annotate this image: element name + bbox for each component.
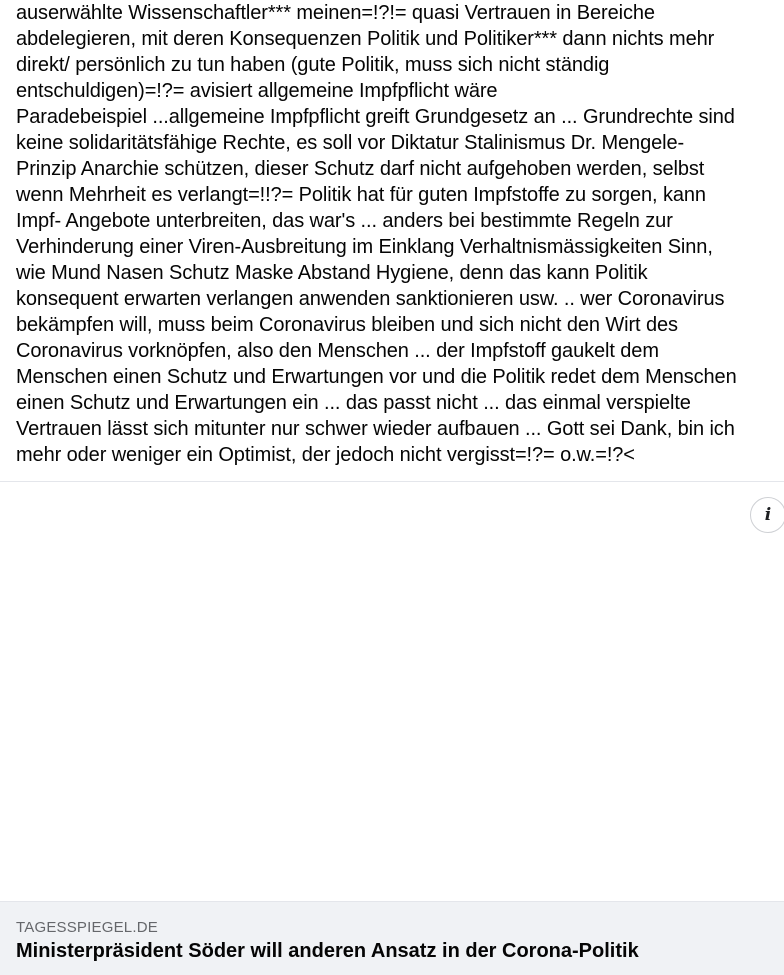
link-preview-title[interactable]: Ministerpräsident Söder will anderen Ansatz in der Corona-Politik [16,940,639,962]
info-button[interactable] [750,497,784,533]
link-preview-image[interactable] [0,482,784,901]
link-preview-domain: TAGESSPIEGEL.DE [16,919,158,936]
post-text: auserwählte Wissenschaftler*** meinen=!?!= quasi Vertrauen in Bereiche abdelegieren, mit deren Konsequenzen Politik und Politiker*** dann nichts mehr direkt/ persönlich zu tun haben (gute Politik, muss sich nicht ständig entschuldigen)=!?= avisiert allgemeine Impfpflicht wäre Paradebeispiel ...allgemeine Impfpflicht greift Grundgesetz an ... Grundrechte sind keine solidaritätsfähige Rechte, es soll vor Diktatur Stalinismus Dr. Mengele- Prinzip Anarchie schützen, dieser Schutz darf nicht aufgehoben werden, selbst wenn Mehrheit es verlangt=!!?= Politik hat für guten Impfstoffe zu sorgen, kann Impf- Angebote unterbreiten, das war's ... anders bei bestimmte Regeln zur Verhinderung einer Viren-Ausbreitung im Einklang Verhaltnismässigkeiten Sinn, wie Mund Nasen Schutz Maske Abstand Hygiene, denn das kann Politik konsequent erwarten verlangen anwenden sanktionieren usw. .. wer Coronavirus bekämpfen will, muss beim Coronavirus bleiben und sich nicht den Wirt des Coronavirus vorknöpfen, also den Menschen ... der Impfstoff gaukelt dem Menschen einen Schutz und Erwartungen vor und die Politik redet dem Menschen einen Schutz und Erwartungen ein ... das passt nicht ... das einmal verspielte Vertrauen lässt sich mitunter nur schwer wieder aufbauen ... Gott sei Dank, bin ich mehr oder weniger ein Optimist, der jedoch nicht vergisst=!?= o.w.=!?< [16,2,737,466]
info-icon: i [764,504,772,525]
link-preview-card[interactable] [0,901,784,975]
